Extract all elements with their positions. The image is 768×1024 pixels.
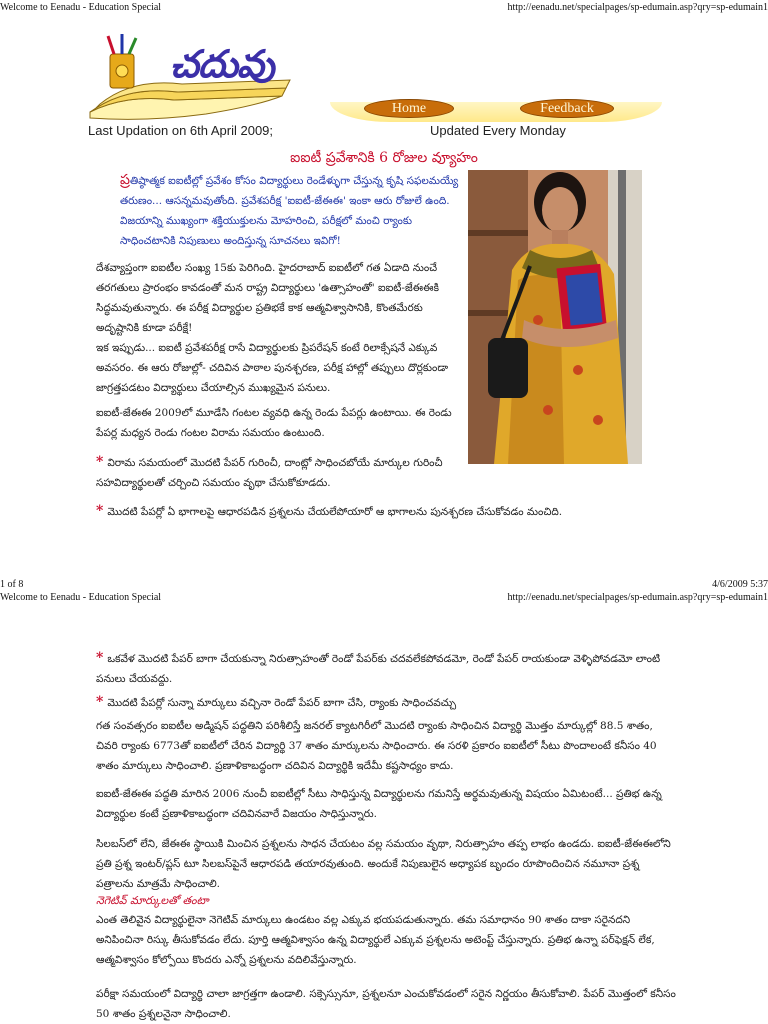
page-counter: 1 of 8: [0, 579, 24, 590]
intro-text: తిష్ఠాత్మక ఐఐటీల్లో ప్రవేశం కోసం విద్యార్థులు రెండేళ్ళుగా చేస్తున్న కృషి సఫలమయ్యే తరుణం... ఆసన్నమవుతోంది. ప్రవేశపరీక్ష 'ఐఐటీ-జేఈఈ' ఇంకా ఆరు రోజులే ఉంది. విజయాన్ని ముఖ్యంగా శక్తియుక్తులను మోహరించి, పరీక్షలో మంచి ర్యాంకు సాధించటానికి నిపుణులు అందిస్తున్న సూచనలు ఇవిగో!: [120, 175, 459, 247]
update-frequency-text: Updated Every Monday: [430, 123, 566, 138]
student-photo: [468, 170, 642, 464]
paragraph-7-text: ఎంత తెలివైన విద్యార్థులైనా నెగెటివ్ మార్కులు ఉండటం వల్ల ఎక్కువ భయపడుతున్నారు. తమ సమాధానం 90 శాతం దాకా సరైనదని అనిపించినా రిస్కు తీసుకోవడం లేదు. పూర్తి ఆత్మవిశ్వాసం ఉన్న విద్యార్థులే ఎక్కువ ప్రశ్నలను అటెంప్ట్ చేస్తున్నారు. ప్రతిభ ఉన్నా పర్‌ఫెక్షన్ లేక, ఆత్మవిశ్వాసం కోల్పోయి కొందరు ఎన్నో ప్రశ్నలను వదిలివేస్తున్నారు.: [96, 914, 655, 966]
paragraph-5-text: ఐఐటీ-జేఈఈ పద్ధతి మారిన 2006 నుంచీ ఐఐటీల్లో సీటు సాధిస్తున్న విద్యార్థులను గమనిస్తే అర్థమవుతున్న విషయం ఏమిటంటే... ప్రతిభ ఉన్న విద్యార్థుల కంటే ప్రణాళికాబద్ధంగా చదివినవారే విజయం సాధిస్తున్నారు.: [96, 788, 662, 820]
top-nav: [330, 96, 662, 122]
bullet-star-icon: *: [96, 694, 104, 710]
bullet-text: మొదటి పేపర్లో ఏ భాగాలపై ఆధారపడిన ప్రశ్నలను చేయలేపోయారో ఆ భాగాలను పునశ్చరణ చేసుకోవడం మంచిది.: [107, 506, 563, 518]
bullet-star-icon: *: [96, 650, 104, 666]
bullet-text: విరామ సమయంలో మొదటి పేపర్ గురించీ, దాంట్లో సాధించబోయే మార్కుల గురించీ సహవిద్యార్థులతో చర్చించి సమయం వృథా చేసుకోకూడదు.: [96, 457, 443, 489]
paragraph-2: [96, 338, 462, 398]
bullet-item: [96, 501, 696, 522]
paragraph-1: [96, 258, 462, 338]
bullet-text: ఒకవేళ మొదటి పేపర్ బాగా చేయకున్నా నిరుత్సాహంతో రెండో పేపర్‌కు చదవలేకపోవడమో, రెండో పేపర్ రాయకుండా వెళ్ళిపోవడమో లాంటి పనులు చేయవద్దు.: [96, 653, 661, 685]
paragraph-8: [96, 984, 676, 1024]
paragraph-4-text: గత సంవత్సరం ఐఐటీల అడ్మిషన్ పద్ధతిని పరిశీలిస్తే జనరల్ క్యాటగిరీలో మొదటి ర్యాంకు సాధించిన విద్యార్థి మొత్తం మార్కుల్లో 88.5 శాతం, చివరి ర్యాంకు 6773తో ఐఐటీలో చేరిన విద్యార్థి 37 శాతం మార్కులను సాధించారు. ఈ సరళి ప్రకారం ఐఐటీలో సీటు పొందాలంటే కనీసం 40 శాతం మార్కులు సాధించాలి. ప్రణాళికాబద్ధంగా చదివిన విద్యార్థికి ఇదేమీ కష్టసాధ్యం కాదు.: [96, 720, 657, 772]
paragraph-3: [96, 403, 462, 443]
last-updation-text: Last Updation on 6th April 2009;: [88, 123, 274, 138]
print-title: Welcome to Eenadu - Education Special: [0, 592, 162, 603]
paragraph-8-text: పరీక్షా సమయంలో విద్యార్థి చాలా జాగ్రత్తగా ఉండాలి. సక్సెస్సునూ, ప్రశ్నలనూ ఎంచుకోవడంలో సరైన నిర్ణయం తీసుకోవాలి. పేపర్ మొత్తంలో కనీసం 50 శాతం ప్రశ్నలనైనా సాధించాలి.: [96, 988, 676, 1020]
section-subheading: నెగెటివ్ మార్కులతో తంటా: [96, 894, 209, 907]
print-url: http://eenadu.net/specialpages/sp-edumain.asp?qry=sp-edumain1: [507, 2, 768, 13]
paragraph-3-text: ఐఐటీ-జేఈఈ 2009లో మూడేసి గంటల వ్యవధి ఉన్న రెండు పేపర్లు ఉంటాయి. ఈ రెండు పేపర్ల మధ్యన రెండు గంటల విరామ సమయం ఉంటుంది.: [96, 407, 452, 439]
print-datetime: 4/6/2009 5:37: [712, 579, 768, 590]
paragraph-6-text: సిలబస్‌లో లేని, జేఈఈ స్థాయికి మించిన ప్రశ్నలను సాధన చేయటం వల్ల సమయం వృథా, నిరుత్సాహం తప్ప లాభం ఉండదు. ఐఐటీ-జేఈఈలోని ప్రతి ప్రశ్న ఇంటర్/ప్లస్ టూ సిలబస్‌పైనే ఆధారపడి తయారవుతుంది. అందుకే నిపుణులైన అధ్యాపక బృందం రూపొందించిన నమూనా ప్రశ్న పత్రాలను మాత్రమే సాధించాలి.: [96, 838, 671, 890]
logo-text: చదువు: [170, 42, 274, 86]
feedback-button[interactable]: Feedback: [520, 99, 614, 118]
site-logo[interactable]: [86, 34, 298, 124]
print-url: http://eenadu.net/specialpages/sp-edumain.asp?qry=sp-edumain1: [507, 592, 768, 603]
paragraph-4: [96, 716, 676, 776]
paragraph-6: [96, 834, 676, 894]
home-button[interactable]: Home: [364, 99, 454, 118]
bullet-item: [96, 452, 462, 493]
paragraph-1-text: దేశవ్యాప్తంగా ఐఐటీల సంఖ్య 15కు పెరిగింది. హైదరాబాద్ ఐఐటీలో గత ఏడాది నుంచే తరగతులు ప్రారంభం కావడంతో మన రాష్ట్ర విద్యార్థులు 'ఉత్సాహంతో' ఐఐటీ-జేఈఈకి సిద్ధమవుతున్నారు. ఈ పరీక్ష విద్యార్థుల ప్రతిభకే కాక ఆత్మవిశ్వాసానికి, కొంతమేరకు అదృష్టానికి కూడా పరీక్షే!: [96, 262, 439, 334]
bullet-item: [96, 692, 676, 713]
bullet-item: [96, 648, 676, 689]
article-intro: [120, 170, 460, 251]
bullet-star-icon: *: [96, 454, 104, 470]
article-headline: ఐఐటీ ప్రవేశానికి 6 రోజుల వ్యూహం: [290, 150, 478, 166]
intro-dropcap: ప్ర: [120, 172, 130, 188]
paragraph-7: [96, 910, 676, 970]
print-title: Welcome to Eenadu - Education Special: [0, 2, 162, 13]
bullet-star-icon: *: [96, 503, 104, 519]
bullet-text: మొదటి పేపర్లో సున్నా మార్కులు వచ్చినా రెండో పేపర్ బాగా చేసి, ర్యాంకు సాధించవచ్చు: [107, 697, 457, 709]
paragraph-2-text: ఇక ఇప్పుడు... ఐఐటీ ప్రవేశపరీక్ష రాసే విద్యార్థులకు ప్రిపరేషన్ కంటే రిలాక్సేషనే ఎక్కువ అవసరం. ఈ ఆరు రోజుల్లో- చదివిన పాఠాల పునశ్చరణ, పరీక్ష హాల్లో తప్పులు దొర్లకుండా జాగ్రత్తపడటం విద్యార్థులు చేయాల్సిన ముఖ్యమైన పనులు.: [96, 342, 449, 394]
paragraph-5: [96, 784, 676, 824]
